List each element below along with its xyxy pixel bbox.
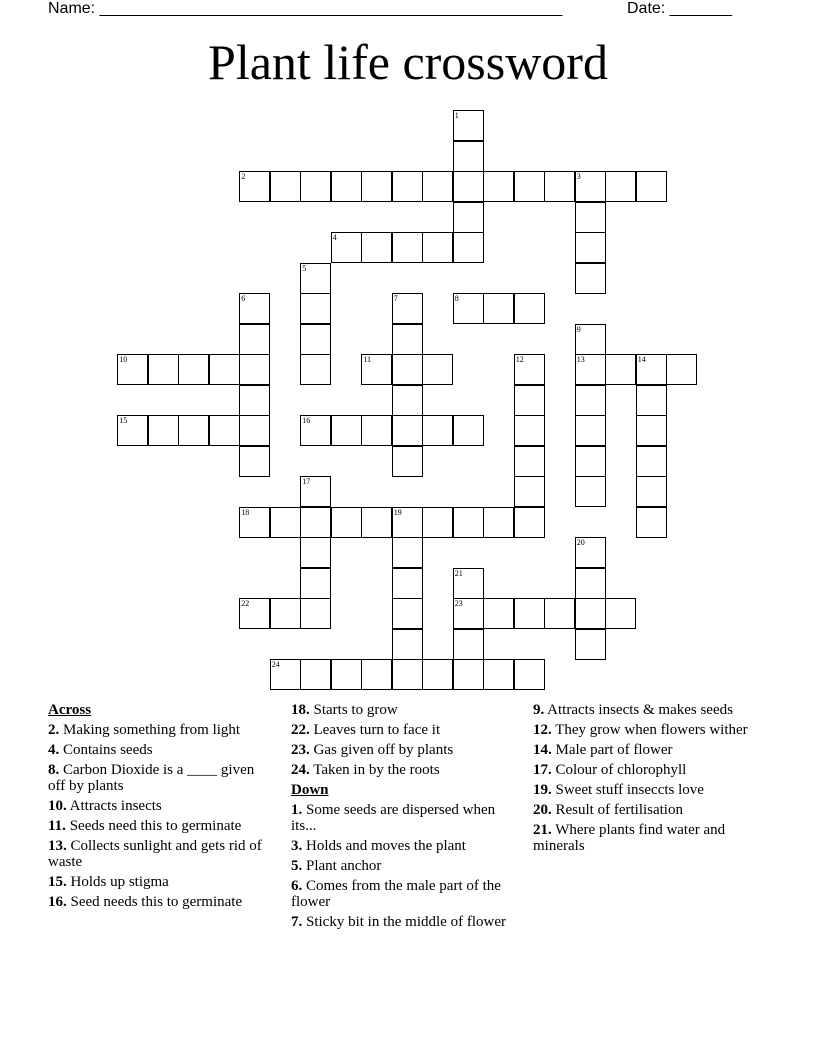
grid-cell[interactable] <box>392 446 423 477</box>
cell-number: 21 <box>454 568 463 578</box>
clue-text: Plant anchor <box>302 858 382 874</box>
clue-number: 5. <box>291 858 303 874</box>
clue-text: Sweet stuff inseccts love <box>551 782 704 798</box>
grid-cell[interactable] <box>575 354 606 385</box>
cell-number: 17 <box>302 477 311 487</box>
name-line[interactable]: Name: ____________________________________________________ <box>48 0 563 17</box>
clue-number: 16. <box>48 894 67 910</box>
clue-text: Holds up stigma <box>66 874 169 890</box>
clue-item <box>48 742 270 758</box>
grid-cell[interactable] <box>209 415 240 446</box>
grid-cell[interactable] <box>300 293 331 324</box>
grid-cell[interactable] <box>361 354 392 385</box>
clue-item <box>533 822 755 854</box>
grid-cell[interactable] <box>422 507 453 538</box>
grid-cell[interactable] <box>300 568 331 599</box>
grid-cell[interactable] <box>148 354 179 385</box>
grid-cell[interactable] <box>453 110 484 141</box>
cell-number: 8 <box>454 294 459 304</box>
grid-cell[interactable] <box>514 659 545 690</box>
clue-item <box>533 702 755 718</box>
clue-item <box>291 722 513 738</box>
grid-cell[interactable] <box>331 171 362 202</box>
clue-item <box>48 874 270 890</box>
grid-cell[interactable] <box>361 659 392 690</box>
grid-cell[interactable] <box>605 171 636 202</box>
grid-cell[interactable] <box>453 507 484 538</box>
grid-cell[interactable] <box>392 629 423 660</box>
grid-cell[interactable] <box>575 446 606 477</box>
cell-number: 15 <box>119 416 128 426</box>
clue-number: 12. <box>533 722 552 738</box>
clue-number: 15. <box>48 874 67 890</box>
grid-cell[interactable] <box>514 507 545 538</box>
grid-cell[interactable] <box>392 324 423 355</box>
grid-cell[interactable] <box>300 263 331 294</box>
grid-cell[interactable] <box>514 415 545 446</box>
clue-number: 19. <box>533 782 552 798</box>
clue-item <box>291 838 513 854</box>
clue-text: Some seeds are dispersed when its... <box>291 802 496 834</box>
grid-cell[interactable] <box>392 354 423 385</box>
clue-item <box>291 702 513 718</box>
clue-item <box>291 878 513 910</box>
grid-cell[interactable] <box>117 354 148 385</box>
clue-item <box>48 894 270 910</box>
cell-number: 5 <box>302 263 307 273</box>
clue-column-3 <box>533 702 755 858</box>
grid-cell[interactable] <box>178 354 209 385</box>
cell-number: 3 <box>576 172 581 182</box>
grid-cell[interactable] <box>422 354 453 385</box>
cell-number: 22 <box>241 599 250 609</box>
clue-item <box>533 782 755 798</box>
grid-cell[interactable] <box>514 446 545 477</box>
clue-number: 22. <box>291 722 310 738</box>
grid-cell[interactable] <box>575 537 606 568</box>
grid-cell[interactable] <box>636 415 667 446</box>
cell-number: 18 <box>241 507 250 517</box>
grid-cell[interactable] <box>300 171 331 202</box>
grid-cell[interactable] <box>575 202 606 233</box>
clue-number: 11. <box>48 818 66 834</box>
clue-item <box>533 742 755 758</box>
clue-text: Gas given off by plants <box>309 742 454 758</box>
grid-cell[interactable] <box>239 385 270 416</box>
grid-cell[interactable] <box>300 324 331 355</box>
clue-text: Carbon Dioxide is a ____ given off by plants <box>48 762 255 794</box>
clue-number: 10. <box>48 798 67 814</box>
clue-text: Sticky bit in the middle of flower <box>302 914 506 930</box>
grid-cell[interactable] <box>239 171 270 202</box>
clue-text: Where plants find water and minerals <box>533 822 726 854</box>
clue-item <box>533 722 755 738</box>
clue-number: 4. <box>48 742 60 758</box>
grid-cell[interactable] <box>392 659 423 690</box>
grid-cell[interactable] <box>605 598 636 629</box>
grid-cell[interactable] <box>514 598 545 629</box>
clue-text: Leaves turn to face it <box>309 722 441 738</box>
grid-cell[interactable] <box>392 507 423 538</box>
grid-cell[interactable] <box>636 507 667 538</box>
grid-cell[interactable] <box>483 659 514 690</box>
cell-number: 16 <box>302 416 311 426</box>
clue-item <box>291 858 513 874</box>
grid-cell[interactable] <box>331 415 362 446</box>
clue-number: 2. <box>48 722 60 738</box>
clue-text: Attracts insects & makes seeds <box>544 702 733 718</box>
cell-number: 7 <box>393 294 398 304</box>
grid-cell[interactable] <box>270 507 301 538</box>
grid-cell[interactable] <box>209 354 240 385</box>
clue-text: Seeds need this to germinate <box>65 818 242 834</box>
grid-cell[interactable] <box>453 629 484 660</box>
grid-cell[interactable] <box>636 385 667 416</box>
grid-cell[interactable] <box>575 263 606 294</box>
grid-cell[interactable] <box>453 598 484 629</box>
grid-cell[interactable] <box>117 415 148 446</box>
clue-text: Colour of chlorophyll <box>551 762 687 778</box>
grid-cell[interactable] <box>361 415 392 446</box>
grid-cell[interactable] <box>453 202 484 233</box>
clue-text: They grow when flowers wither <box>551 722 748 738</box>
clue-text: Male part of flower <box>551 742 673 758</box>
grid-cell[interactable] <box>453 171 484 202</box>
grid-cell[interactable] <box>453 659 484 690</box>
grid-cell[interactable] <box>483 293 514 324</box>
cell-number: 10 <box>119 355 128 365</box>
grid-cell[interactable] <box>300 354 331 385</box>
clue-column-2 <box>291 702 513 934</box>
cell-number: 12 <box>515 355 524 365</box>
grid-cell[interactable] <box>514 385 545 416</box>
clue-text: Starts to grow <box>309 702 398 718</box>
clue-item <box>48 722 270 738</box>
grid-cell[interactable] <box>483 598 514 629</box>
grid-cell[interactable] <box>453 568 484 599</box>
cell-number: 2 <box>241 172 246 182</box>
grid-cell[interactable] <box>514 171 545 202</box>
grid-cell[interactable] <box>361 232 392 263</box>
grid-cell[interactable] <box>361 507 392 538</box>
grid-cell[interactable] <box>270 659 301 690</box>
grid-cell[interactable] <box>392 568 423 599</box>
grid-cell[interactable] <box>392 385 423 416</box>
grid-cell[interactable] <box>331 232 362 263</box>
cell-number: 9 <box>576 324 581 334</box>
grid-cell[interactable] <box>422 232 453 263</box>
grid-cell[interactable] <box>331 507 362 538</box>
clue-item <box>291 914 513 930</box>
clue-number: 21. <box>533 822 552 838</box>
cell-number: 24 <box>271 660 280 670</box>
grid-cell[interactable] <box>605 354 636 385</box>
clue-item <box>48 798 270 814</box>
grid-cell[interactable] <box>392 598 423 629</box>
cell-number: 13 <box>576 355 585 365</box>
grid-cell[interactable] <box>575 598 606 629</box>
across-heading: Across <box>48 702 92 718</box>
grid-cell[interactable] <box>300 659 331 690</box>
grid-cell[interactable] <box>575 476 606 507</box>
cell-number: 14 <box>637 355 646 365</box>
grid-cell[interactable] <box>453 415 484 446</box>
grid-cell[interactable] <box>636 476 667 507</box>
grid-cell[interactable] <box>575 568 606 599</box>
grid-cell[interactable] <box>575 629 606 660</box>
clue-item <box>48 762 270 794</box>
grid-cell[interactable] <box>300 507 331 538</box>
grid-cell[interactable] <box>300 476 331 507</box>
grid-cell[interactable] <box>422 171 453 202</box>
clue-item <box>48 838 270 870</box>
grid-cell[interactable] <box>300 415 331 446</box>
clue-text: Comes from the male part of the flower <box>291 878 501 910</box>
grid-cell[interactable] <box>575 324 606 355</box>
clue-column-1 <box>48 702 270 914</box>
grid-cell[interactable] <box>514 293 545 324</box>
clue-number: 24. <box>291 762 310 778</box>
grid-cell[interactable] <box>392 415 423 446</box>
grid-cell[interactable] <box>544 598 575 629</box>
grid-cell[interactable] <box>514 476 545 507</box>
clue-number: 14. <box>533 742 552 758</box>
grid-cell[interactable] <box>636 446 667 477</box>
clue-text: Making something from light <box>59 722 241 738</box>
grid-cell[interactable] <box>514 354 545 385</box>
clue-item <box>291 742 513 758</box>
grid-cell[interactable] <box>392 293 423 324</box>
grid-cell[interactable] <box>453 293 484 324</box>
cell-number: 6 <box>241 294 246 304</box>
grid-cell[interactable] <box>575 232 606 263</box>
grid-cell[interactable] <box>239 293 270 324</box>
grid-cell[interactable] <box>575 171 606 202</box>
grid-cell[interactable] <box>361 171 392 202</box>
grid-cell[interactable] <box>575 385 606 416</box>
down-heading: Down <box>291 782 329 798</box>
grid-cell[interactable] <box>453 141 484 172</box>
cell-number: 23 <box>454 599 463 609</box>
page-title: Plant life crossword <box>208 34 608 90</box>
grid-cell[interactable] <box>544 171 575 202</box>
grid-cell[interactable] <box>666 354 697 385</box>
grid-cell[interactable] <box>575 415 606 446</box>
grid-cell[interactable] <box>239 507 270 538</box>
grid-cell[interactable] <box>300 598 331 629</box>
grid-cell[interactable] <box>300 537 331 568</box>
clue-item <box>291 802 513 834</box>
clue-text: Collects sunlight and gets rid of waste <box>48 838 262 870</box>
grid-cell[interactable] <box>239 415 270 446</box>
cell-number: 19 <box>393 507 402 517</box>
clue-text: Attracts insects <box>66 798 162 814</box>
clue-number: 9. <box>533 702 545 718</box>
clue-number: 17. <box>533 762 552 778</box>
grid-cell[interactable] <box>483 507 514 538</box>
cell-number: 11 <box>363 355 371 365</box>
clue-item <box>48 818 270 834</box>
cell-number: 20 <box>576 538 585 548</box>
grid-cell[interactable] <box>270 171 301 202</box>
grid-cell[interactable] <box>483 171 514 202</box>
clue-text: Result of fertilisation <box>551 802 683 818</box>
clue-number: 1. <box>291 802 303 818</box>
grid-cell[interactable] <box>239 598 270 629</box>
grid-cell[interactable] <box>239 446 270 477</box>
grid-cell[interactable] <box>239 324 270 355</box>
grid-cell[interactable] <box>331 659 362 690</box>
grid-cell[interactable] <box>422 415 453 446</box>
cell-number: 4 <box>332 233 337 243</box>
clue-item <box>533 762 755 778</box>
grid-cell[interactable] <box>178 415 209 446</box>
clue-number: 13. <box>48 838 67 854</box>
clue-text: Seed needs this to germinate <box>66 894 243 910</box>
clue-text: Taken in by the roots <box>309 762 440 778</box>
clue-number: 18. <box>291 702 310 718</box>
clue-number: 20. <box>533 802 552 818</box>
clue-number: 3. <box>291 838 303 854</box>
clue-item <box>533 802 755 818</box>
grid-cell[interactable] <box>392 232 423 263</box>
date-line[interactable]: Date: _______ <box>627 0 732 17</box>
grid-cell[interactable] <box>392 171 423 202</box>
grid-cell[interactable] <box>636 354 667 385</box>
grid-cell[interactable] <box>453 232 484 263</box>
clue-item <box>291 762 513 778</box>
clue-number: 7. <box>291 914 303 930</box>
clue-number: 8. <box>48 762 60 778</box>
clue-text: Holds and moves the plant <box>302 838 466 854</box>
clue-number: 23. <box>291 742 310 758</box>
grid-cell[interactable] <box>239 354 270 385</box>
grid-cell[interactable] <box>270 598 301 629</box>
grid-cell[interactable] <box>148 415 179 446</box>
cell-number: 1 <box>454 111 459 121</box>
grid-cell[interactable] <box>422 659 453 690</box>
grid-cell[interactable] <box>636 171 667 202</box>
grid-cell[interactable] <box>392 537 423 568</box>
clue-number: 6. <box>291 878 303 894</box>
clue-text: Contains seeds <box>59 742 153 758</box>
